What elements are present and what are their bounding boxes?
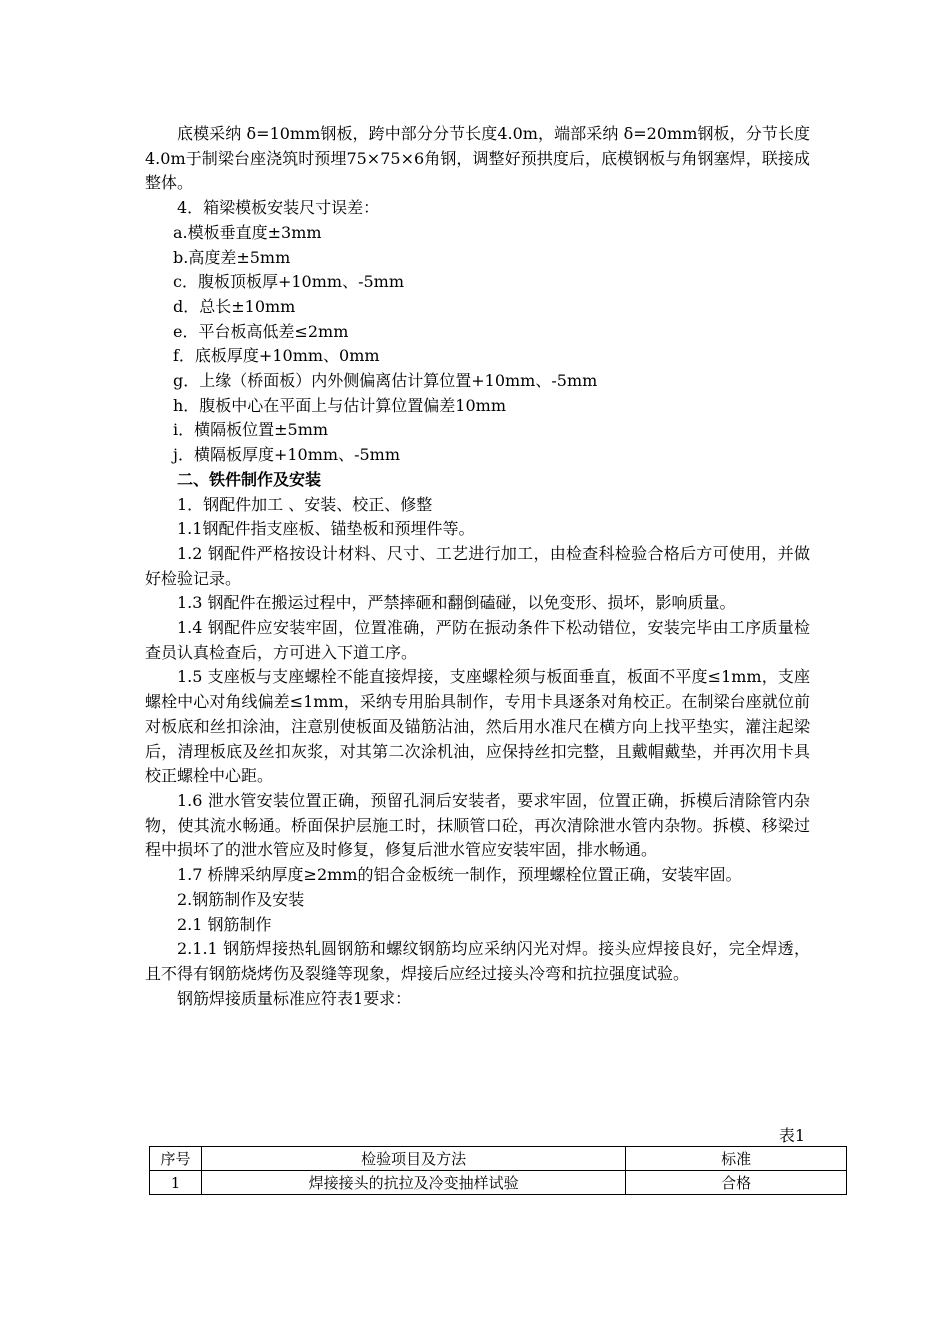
header-standard: 标准 (626, 1147, 847, 1171)
paragraph: h．腹板中心在平面上与估计算位置偏差10mm (173, 395, 507, 415)
paragraph: 1．钢配件加工 、安装、校正、修整 (177, 494, 433, 514)
paragraph: f．底板厚度+10mm、0mm (173, 346, 380, 366)
paragraph: 1.3 钢配件在搬运过程中，严禁摔砸和翻倒磕碰，以免变形、损坏，影响质量。 (177, 593, 736, 613)
paragraph: 1.1钢配件指支座板、锚垫板和预埋件等。 (177, 519, 475, 539)
document-body (145, 122, 810, 1011)
table-row (150, 1171, 847, 1195)
paragraph: 2.1 钢筋制作 (177, 914, 272, 934)
header-item: 检验项目及方法 (201, 1147, 625, 1171)
table-caption: 表1 (778, 1126, 805, 1145)
paragraph: b.高度差±5mm (173, 247, 291, 267)
paragraph: 1.6 泄水管安装位置正确，预留孔洞后安装者，要求牢固，位置正确，拆模后清除管内杂物，使其流水畅通。桥面保护层施工时，抹顺管口砼，再次清除泄水管内杂物。拆模、移梁过程中损坏了的泄水管应及时修复，修复后泄水管应安装牢固，排水畅通。 (145, 790, 810, 860)
paragraph: j．横隔板厚度+10mm、-5mm (173, 445, 401, 465)
paragraph: 4．箱梁模板安装尺寸误差： (177, 198, 380, 218)
cell-item: 焊接接头的抗拉及冷变抽样试验 (201, 1171, 625, 1195)
paragraph: 钢筋焊接质量标准应符表1要求： (177, 988, 412, 1008)
paragraph: 1.7 桥牌采纳厚度≥2mm的铝合金板统一制作，预埋螺栓位置正确，安装牢固。 (177, 865, 742, 885)
paragraph: c．腹板顶板厚+10mm、-5mm (173, 272, 405, 292)
paragraph: 底模采纳 δ=10mm钢板，跨中部分分节长度4.0m，端部采纳 δ=20mm钢板，分节长度4.0m于制梁台座浇筑时预埋75×75×6角钢，调整好预拱度后，底模钢板与角钢塞焊，联接成整体。 (145, 124, 810, 193)
paragraph: 1.5 支座板与支座螺栓不能直接焊接，支座螺栓须与板面垂直，板面不平度≤1mm，支座螺栓中心对角线偏差≤1mm，采纳专用胎具制作，专用卡具逐条对角校正。在制梁台座就位前对板底和丝扣涂油，注意别使板面及锚筋沾油，然后用水准尺在横方向上找平垫实，灌注起梁后，清理板底及丝扣灰浆，对其第二次涂机油，应保持丝扣完整，且戴帽戴垫，并再次用卡具校正螺栓中心距。 (145, 667, 810, 786)
paragraph: i．横隔板位置±5mm (173, 420, 329, 440)
paragraph: 2.钢筋制作及安装 (177, 889, 305, 909)
paragraph: 1.4 钢配件应安装牢固，位置准确，严防在振动条件下松动错位，安装完毕由工序质量检查员认真检查后，方可进入下道工序。 (145, 618, 810, 662)
cell-no: 1 (150, 1171, 202, 1195)
cell-standard: 合格 (626, 1171, 847, 1195)
weld-quality-table (149, 1146, 847, 1195)
header-no: 序号 (150, 1147, 202, 1171)
paragraph: g．上缘（桥面板）内外侧偏离估计算位置+10mm、-5mm (173, 371, 598, 391)
table-header-row (150, 1147, 847, 1171)
paragraph: a.模板垂直度±3mm (173, 222, 322, 242)
paragraph: 1.2 钢配件严格按设计材料、尺寸、工艺进行加工，由检查科检验合格后方可使用，并做好检验记录。 (145, 543, 810, 588)
paragraph: e．平台板高低差≤2mm (173, 321, 349, 341)
section-heading: 二、铁件制作及安装 (177, 469, 322, 489)
paragraph: 2.1.1 钢筋焊接热轧圆钢筋和螺纹钢筋均应采纳闪光对焊。接头应焊接良好，完全焊透，且不得有钢筋烧烤伤及裂缝等现象，焊接后应经过接头冷弯和抗拉强度试验。 (145, 939, 810, 983)
paragraph: d．总长±10mm (173, 296, 296, 316)
